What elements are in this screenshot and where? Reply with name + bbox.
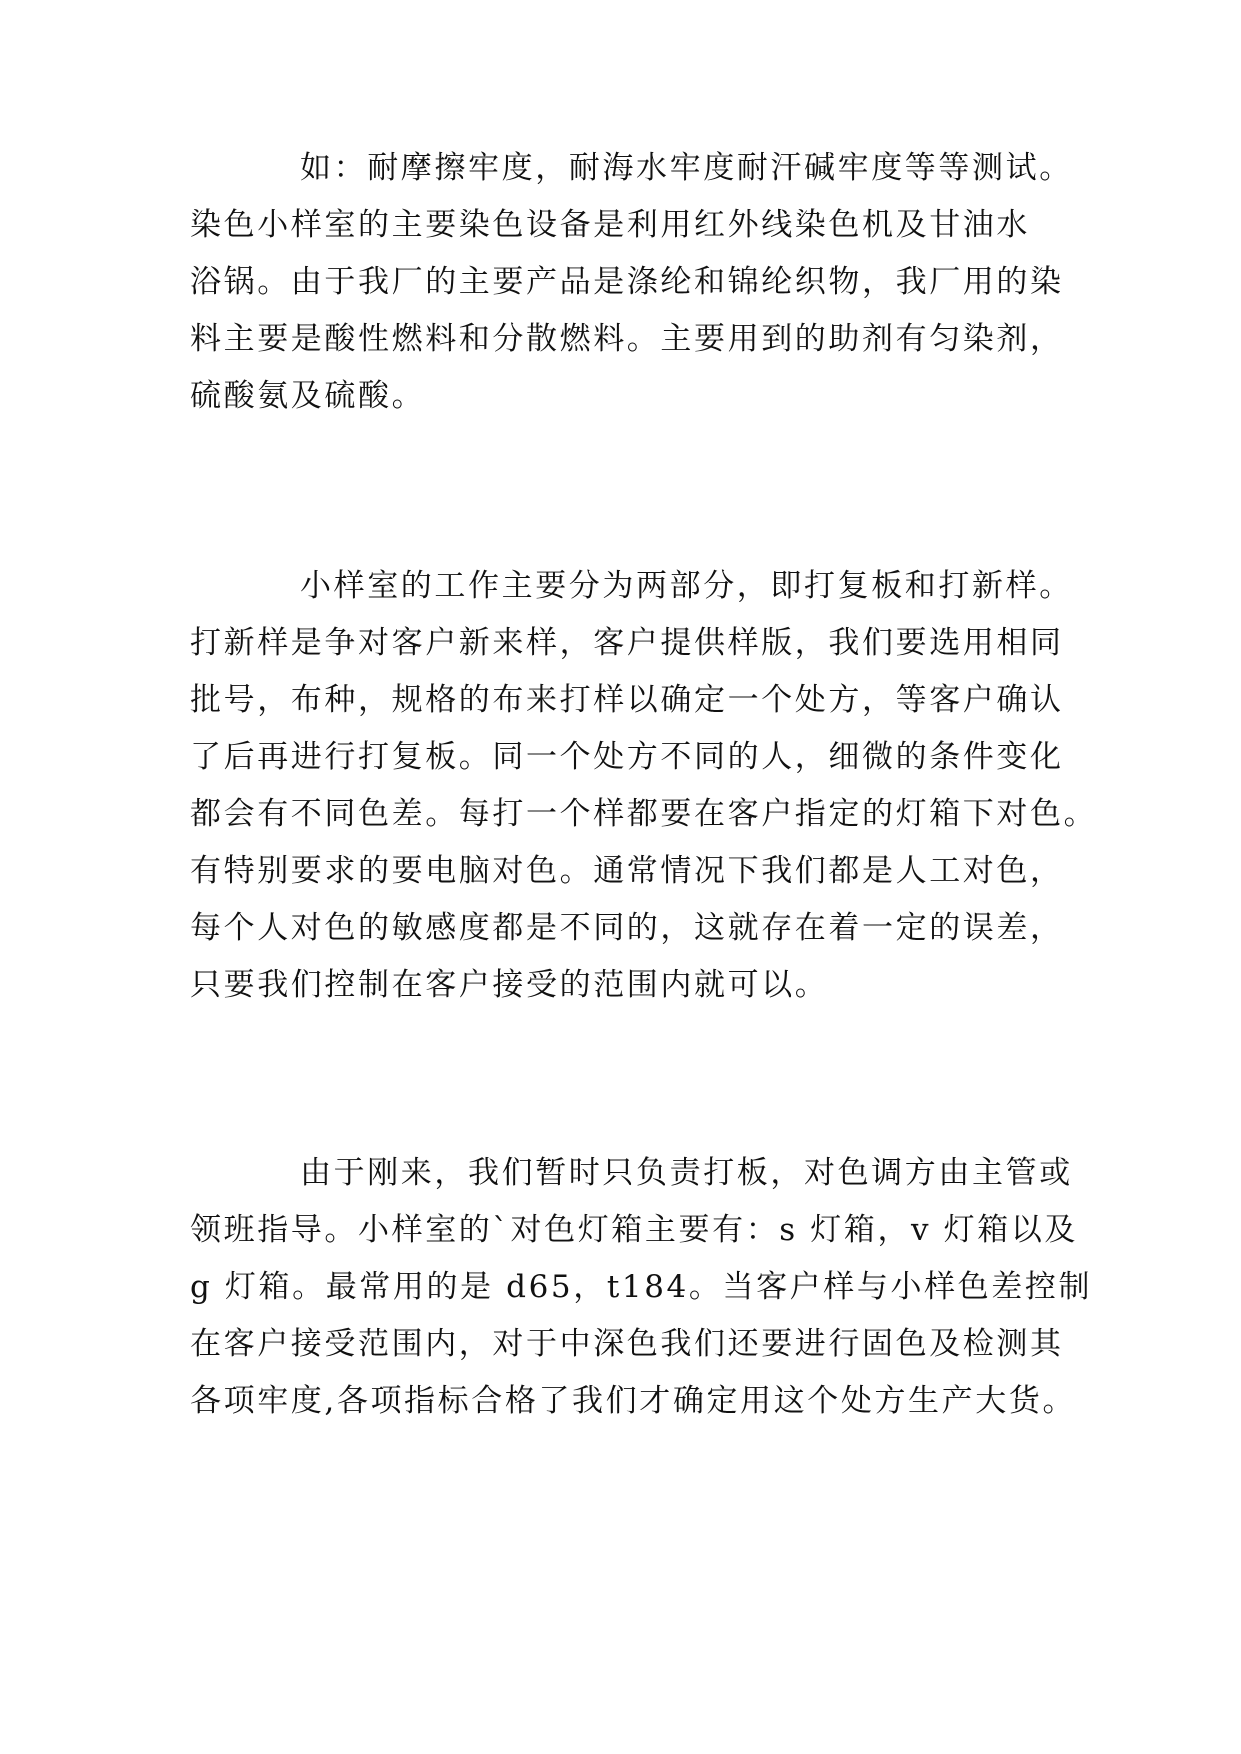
paragraph-2-line-2: 打新样是争对客户新来样，客户提供样版，我们要选用相同 <box>190 625 1064 661</box>
paragraph-2-line-4: 了后再进行打复板。同一个处方不同的人，细微的条件变化 <box>190 739 1064 775</box>
paragraph-1-line-5: 硫酸氨及硫酸。 <box>190 378 426 414</box>
paragraph-1-line-2: 染色小样室的主要染色设备是利用红外线染色机及甘油水 <box>190 207 1030 243</box>
paragraph-2-line-5: 都会有不同色差。每打一个样都要在客户指定的灯箱下对色。 <box>190 796 1098 832</box>
paragraph-1-line-1: 如：耐摩擦牢度，耐海水牢度耐汗碱牢度等等测试。 <box>300 150 1073 186</box>
paragraph-2-line-6: 有特别要求的要电脑对色。通常情况下我们都是人工对色， <box>190 853 1064 889</box>
paragraph-2-line-1: 小样室的工作主要分为两部分，即打复板和打新样。 <box>300 568 1073 604</box>
paragraph-3-line-1: 由于刚来，我们暂时只负责打板，对色调方由主管或 <box>300 1155 1073 1191</box>
paragraph-2-line-8: 只要我们控制在客户接受的范围内就可以。 <box>190 967 829 1003</box>
paragraph-1-line-3: 浴锅。由于我厂的主要产品是涤纶和锦纶织物，我厂用的染 <box>190 264 1064 300</box>
paragraph-3-line-5: 各项牢度,各项指标合格了我们才确定用这个处方生产大货。 <box>190 1383 1077 1419</box>
paragraph-2-line-7: 每个人对色的敏感度都是不同的，这就存在着一定的误差， <box>190 910 1064 946</box>
paragraph-3-line-2: 领班指导。小样室的`对色灯箱主要有：s 灯箱，v 灯箱以及 <box>190 1212 1079 1248</box>
paragraph-2-line-3: 批号，布种，规格的布来打样以确定一个处方，等客户确认 <box>190 682 1064 718</box>
paragraph-1-line-4: 料主要是酸性燃料和分散燃料。主要用到的助剂有匀染剂， <box>190 321 1064 357</box>
paragraph-3-line-4: 在客户接受范围内，对于中深色我们还要进行固色及检测其 <box>190 1326 1064 1362</box>
paragraph-3-line-3: g 灯箱。最常用的是 d65，t184。当客户样与小样色差控制 <box>190 1269 1093 1305</box>
